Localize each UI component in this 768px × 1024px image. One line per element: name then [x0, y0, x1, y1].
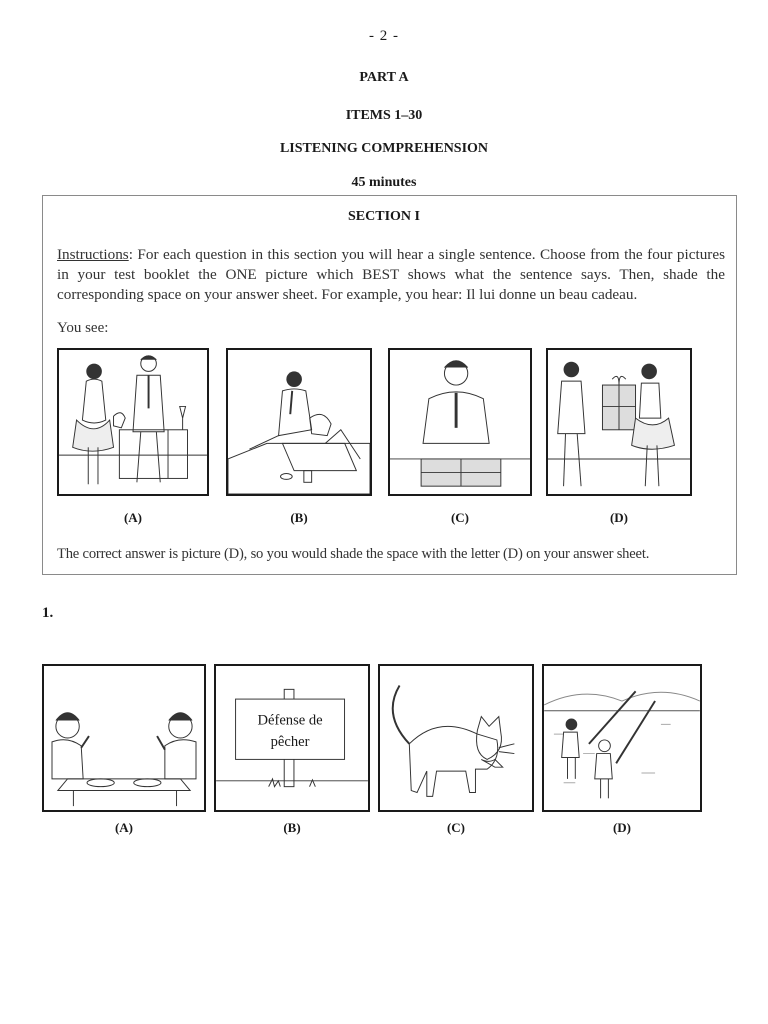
question-1-label-c: (C)	[446, 820, 466, 835]
example-picture-d	[546, 348, 692, 496]
duration: 45 minutes	[351, 175, 417, 190]
instructions-label: Instructions	[57, 246, 129, 263]
answer-note: The correct answer is picture (D), so you would shade the space with the letter (D) on your answer sheet.	[57, 546, 650, 562]
example-label-d: (D)	[609, 510, 629, 525]
part-title: PART A	[359, 70, 409, 85]
question-1-picture-a	[42, 664, 206, 812]
man-packing-vase-illustration	[228, 350, 370, 494]
two-boys-eating-illustration	[44, 666, 204, 810]
no-fishing-sign-illustration	[216, 666, 368, 810]
woman-giving-vase-to-man-illustration	[59, 350, 207, 494]
items-range: ITEMS 1–30	[345, 108, 423, 123]
instructions	[57, 245, 725, 305]
sign-line-1: Défense de	[257, 712, 323, 729]
example-label-c: (C)	[450, 510, 470, 525]
cat-with-fish-illustration	[380, 666, 532, 810]
you-see-label: You see:	[57, 320, 109, 336]
example-picture-b	[226, 348, 372, 496]
sign-line-2: pêcher	[270, 733, 310, 750]
subject-title: LISTENING COMPREHENSION	[279, 141, 489, 156]
question-1-picture-b	[214, 664, 370, 812]
example-label-b: (B)	[290, 510, 308, 525]
question-1-number: 1.	[42, 605, 54, 621]
question-1-label-b: (B)	[283, 820, 301, 835]
page-number: - 2 -	[369, 28, 399, 44]
question-1-picture-c	[378, 664, 534, 812]
man-tying-package-illustration	[390, 350, 530, 494]
example-picture-a	[57, 348, 209, 496]
example-picture-c	[388, 348, 532, 496]
example-label-a: (A)	[123, 510, 143, 525]
question-1-label-d: (D)	[612, 820, 632, 835]
two-men-fishing-illustration	[544, 666, 700, 810]
instructions-text: : For each question in this section you will hear a single sentence. Choose from the four pictures in your test booklet the ONE picture which BEST shows what the sentence says. Then, shade the corresponding space on your answer sheet. For example, you hear: Il lui donne un beau cadeau.	[57, 246, 725, 303]
question-1-label-a: (A)	[114, 820, 134, 835]
man-giving-gift-to-woman-illustration	[548, 350, 690, 494]
section-title: SECTION I	[348, 209, 420, 224]
question-1-picture-d	[542, 664, 702, 812]
